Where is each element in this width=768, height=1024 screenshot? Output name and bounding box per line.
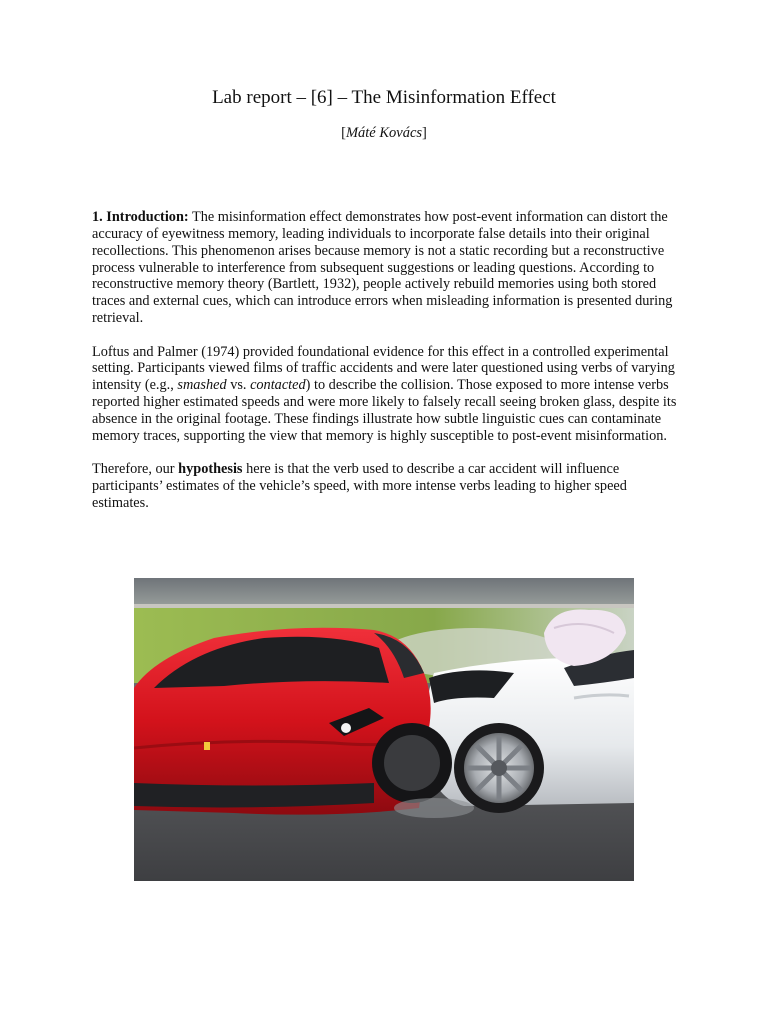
barrier-wall [134, 578, 634, 608]
hypothesis-text-b: here is that the verb used to describe a car accident will influence participants’ estimates of the vehicle’s speed, with more intense verbs leading to higher speed estimates. [92, 461, 627, 511]
intro-text-2a: Loftus and Palmer (1974) provided foundational evidence for this effect in a controlled experimental setting. Participants viewed films of traffic accidents and were later questioned using verbs of varying intensity (e.g., [92, 343, 675, 394]
author-close-bracket: ] [422, 125, 427, 141]
hypothesis-keyword: hypothesis [178, 461, 243, 478]
car-crash-illustration [134, 578, 634, 881]
red-car [134, 628, 452, 815]
intro-text-2c: ) to describe the collision. Those exposed to more intense verbs reported higher estimated speeds and were more likely to falsely recall seeing broken glass, despite its absence in the original footage. These findings illustrate how subtle linguistic cues can contaminate memory traces, supporting the view that memory is highly susceptible to post-event misinformation. [92, 377, 677, 444]
verb-smashed: smashed [177, 377, 227, 394]
hypothesis-paragraph [92, 461, 682, 512]
section-heading: 1. Introduction: [92, 209, 189, 225]
author-line [0, 124, 768, 142]
author-open-bracket: [ [341, 125, 346, 141]
intro-paragraph-2 [92, 344, 682, 445]
intro-text-1: The misinformation effect demonstrates how post-event information can distort the accuracy of eyewitness memory, leading individuals to incorporate false details into their original recollections. This phenomenon arises because memory is not a static recording but a reconstructive process vulnerable to interference from subsequent suggestions or leading questions. According to reconstructive memory theory (Bartlett, 1932), people actively rebuild memories using both stored traces and external cues, which can introduce errors when misleading information is presented during retrieval. [92, 209, 673, 327]
car-crash-photo [134, 578, 634, 881]
intro-paragraph-1 [92, 209, 682, 327]
intro-text-2b: vs. [226, 377, 251, 394]
report-body [92, 209, 682, 528]
report-title: Lab report – [6] – The Misinformation Effect [212, 87, 556, 108]
verb-contacted: contacted [250, 377, 306, 394]
author-name: Máté Kovács [345, 125, 423, 141]
hypothesis-text-a: Therefore, our [92, 461, 179, 478]
